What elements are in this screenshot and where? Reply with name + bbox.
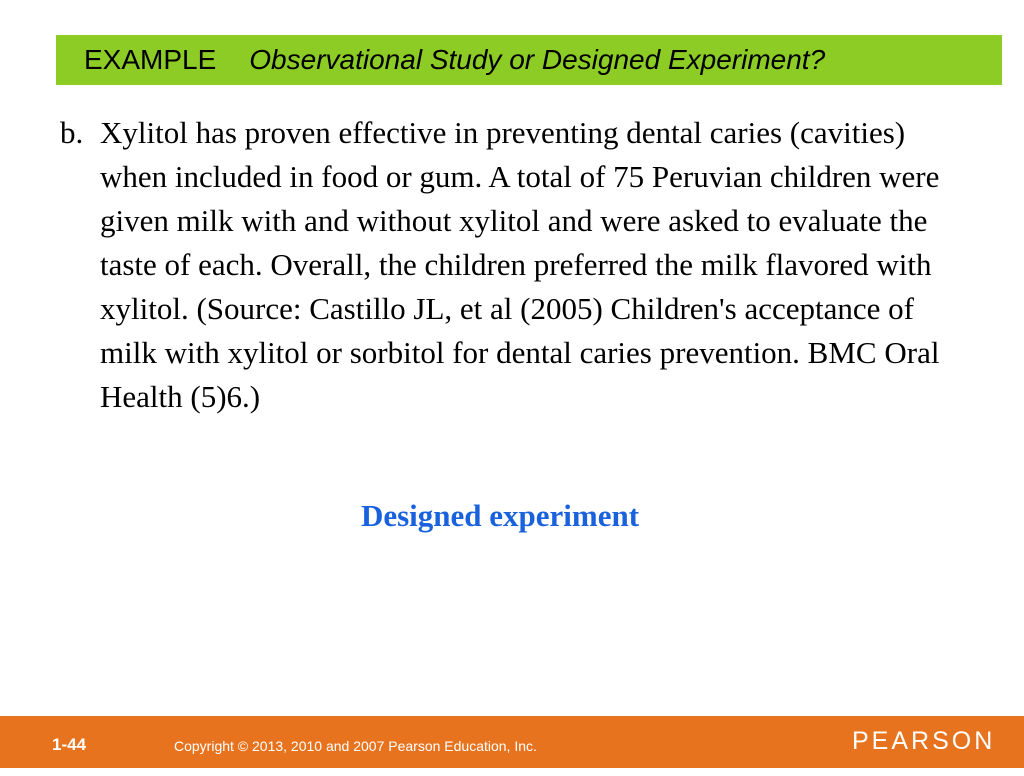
slide-footer	[0, 716, 1024, 768]
slide-number: 1-44	[52, 735, 87, 754]
list-item	[60, 111, 960, 419]
slide-body	[60, 111, 960, 419]
item-marker: b.	[60, 115, 84, 150]
item-text: Xylitol has proven effective in preventing dental caries (cavities) when included in food or gum. A total of 75 Peruvian children were given milk with and without xylitol and were asked to evaluate the taste of each. Overall, the children preferred the milk flavored with xylitol. (Source: Castillo JL, et al (2005) Children's acceptance of milk with xylitol or sorbitol for dental caries prevention. BMC Oral Health (5)6.)	[100, 115, 940, 414]
example-label: EXAMPLE	[84, 44, 217, 75]
answer-text: Designed experiment	[360, 498, 640, 533]
slide-header	[56, 35, 1002, 85]
slide-title: Observational Study or Designed Experiment?	[249, 44, 826, 75]
copyright-text: Copyright © 2013, 2010 and 2007 Pearson Education, Inc.	[174, 738, 537, 754]
publisher-logo: PEARSON	[852, 727, 996, 755]
